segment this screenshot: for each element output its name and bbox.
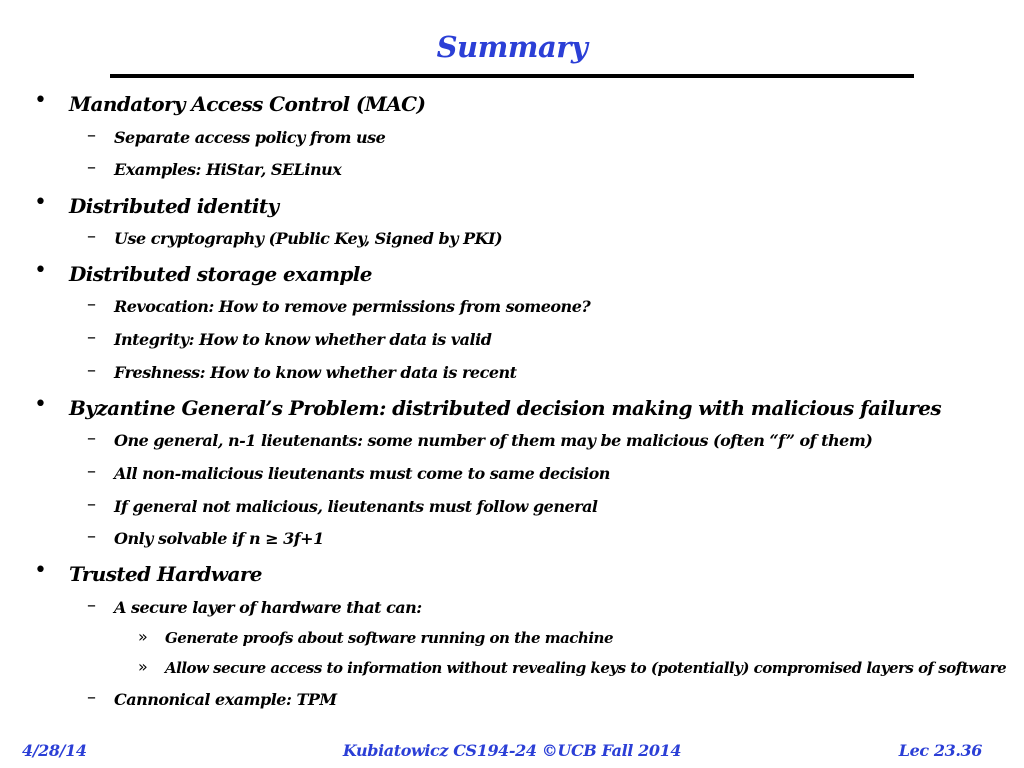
bullet-marker: • [34,88,47,113]
sub-item: Only solvable if n ≥ 3f+1 [114,529,324,548]
bullet-mandatory-access-control: Mandatory Access Control (MAC) [69,92,426,116]
sub-item: Examples: HiStar, SELinux [114,160,342,179]
bullet-byzantine-generals: Byzantine General’s Problem: distributed decision making with malicious failures [69,396,942,420]
bullet-marker: • [34,190,47,215]
sub-item: Revocation: How to remove permissions from someone? [114,297,591,316]
dash-marker: – [87,428,96,449]
dash-marker: – [87,294,96,315]
sub-item: If general not malicious, lieutenants must follow general [114,497,598,516]
sub-item: Separate access policy from use [114,128,386,147]
footer-date: 4/28/14 [22,741,87,760]
sub-item: A secure layer of hardware that can: [114,598,422,617]
bullet-distributed-identity: Distributed identity [69,194,279,218]
sub-item: All non-malicious lieutenants must come to same decision [114,464,610,483]
dash-marker: – [87,595,96,616]
dash-marker: – [87,687,96,708]
raquo-marker: » [138,627,148,646]
dash-marker: – [87,360,96,381]
bullet-marker: • [34,258,47,283]
dash-marker: – [87,226,96,247]
sub-item: Integrity: How to know whether data is valid [114,330,492,349]
dash-marker: – [87,157,96,178]
sub-item: Freshness: How to know whether data is recent [114,363,517,382]
dash-marker: – [87,526,96,547]
slide-title: Summary [436,30,588,64]
dash-marker: – [87,125,96,146]
title-underline [110,74,914,78]
bullet-distributed-storage: Distributed storage example [69,262,372,286]
sub-item: Cannonical example: TPM [114,690,337,709]
bullet-trusted-hardware: Trusted Hardware [69,562,262,586]
dash-marker: – [87,494,96,515]
sub-sub-item: Generate proofs about software running on the machine [165,629,613,647]
raquo-marker: » [138,657,148,676]
bullet-marker: • [34,558,47,583]
sub-item: One general, n-1 lieutenants: some number of them may be malicious (often “f” of them) [114,431,873,450]
dash-marker: – [87,327,96,348]
dash-marker: – [87,461,96,482]
footer-course: Kubiatowicz CS194-24 ©UCB Fall 2014 [342,741,682,760]
bullet-marker: • [34,392,47,417]
sub-item: Use cryptography (Public Key, Signed by PKI) [114,229,503,248]
footer-lecture-number: Lec 23.36 [898,741,982,760]
sub-sub-item: Allow secure access to information without revealing keys to (potentially) compromised layers of software [165,659,1007,677]
